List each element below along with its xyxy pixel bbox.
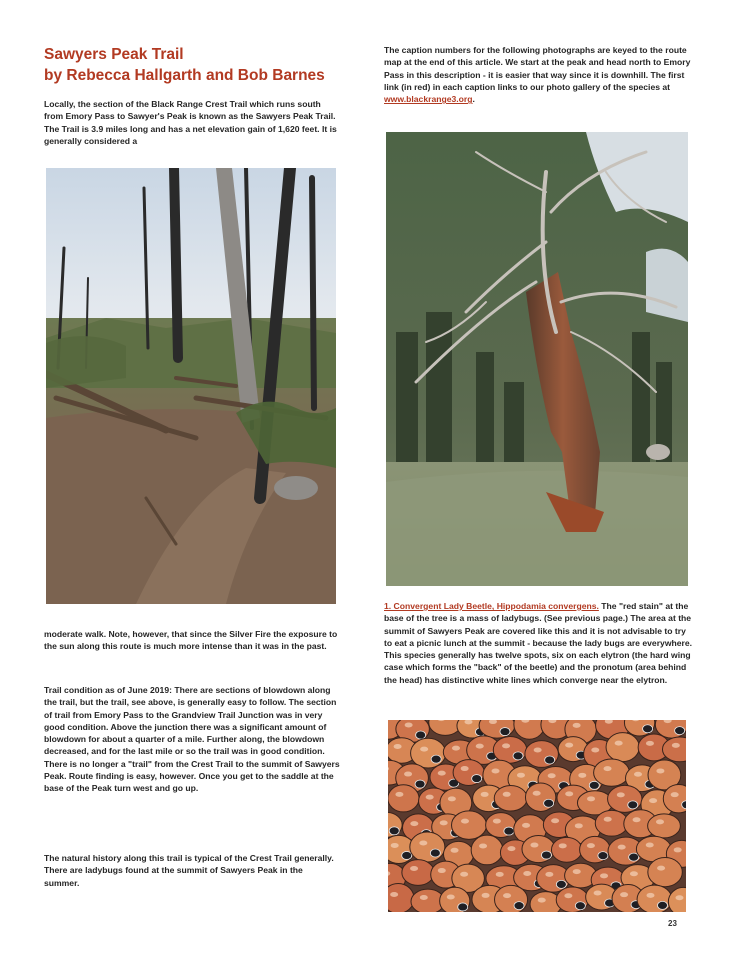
trail-photo — [46, 168, 336, 604]
article-byline: by Rebecca Hallgarth and Bob Barnes — [44, 67, 325, 84]
species-link[interactable]: 1. Convergent Lady Beetle, Hippodamia convergens. — [384, 601, 599, 611]
caption-intro-period: . — [472, 94, 475, 105]
article-title-block — [44, 44, 364, 86]
article-title: Sawyers Peak Trail — [44, 46, 184, 63]
page-number: 23 — [668, 919, 677, 928]
tree-photo — [386, 132, 688, 586]
ladybug-photo — [388, 720, 686, 912]
photo-caption — [384, 600, 694, 686]
trail-condition-paragraph: Trail condition as of June 2019: There are sections of blowdown along the trail, but the trail, see above, is generally easy to follow. The section of trail from Emory Pass to the Grandview Trail Junction was in very good condition. Above the junction there was a significant amount of blowdown for about a quarter of a mile. Further along, the blowdown decreased, and for the last mile or so the trail was in good condition. There is no longer a "trail" from the Crest Trail to the summit of Sawyers Peak. Route finding is easy, however. Once you get to the saddle at the base of the Peak turn west and go up. — [44, 685, 340, 794]
continued-paragraph: moderate walk. Note, however, that since the Silver Fire the exposure to the sun along this route is much more intense than it was in the past. — [44, 629, 338, 652]
intro-paragraph: Locally, the section of the Black Range Crest Trail which runs south from Emory Pass to Sawyer's Peak is known as the Sawyers Peak Trail. The Trail is 3.9 miles long and has a net elevation gain of 1,620 feet. It is generally considered a — [44, 99, 337, 146]
natural-history-paragraph: The natural history along this trail is typical of the Crest Trail generally. There are ladybugs found at the summit of Sawyers Peak in the summer. — [44, 853, 334, 888]
website-link[interactable]: www.blackrange3.org — [384, 94, 473, 105]
caption-intro-text: The caption numbers for the following photographs are keyed to the route map at the end of this article. We start at the peak and head north to Emory Pass in this description - it is easier that way since it is downhill. The first link (in red) in each caption links to our photo gallery of the species at — [384, 45, 691, 92]
photo-caption-body: The "red stain" at the base of the tree is a mass of ladybugs. (See previous page.) The area at the summit of Sawyers Peak are covered like this and it is not advisable to try to eat a picnic lunch at the summit - because the lady bugs are everywhere. This species generally has twelve spots, six on each elytron (the hard wing case which forms the "back" of the beetle) and the pronotum (area behind the head) has distinctive white lines which converge near the elytron. — [384, 601, 693, 685]
caption-intro-paragraph — [384, 44, 694, 105]
